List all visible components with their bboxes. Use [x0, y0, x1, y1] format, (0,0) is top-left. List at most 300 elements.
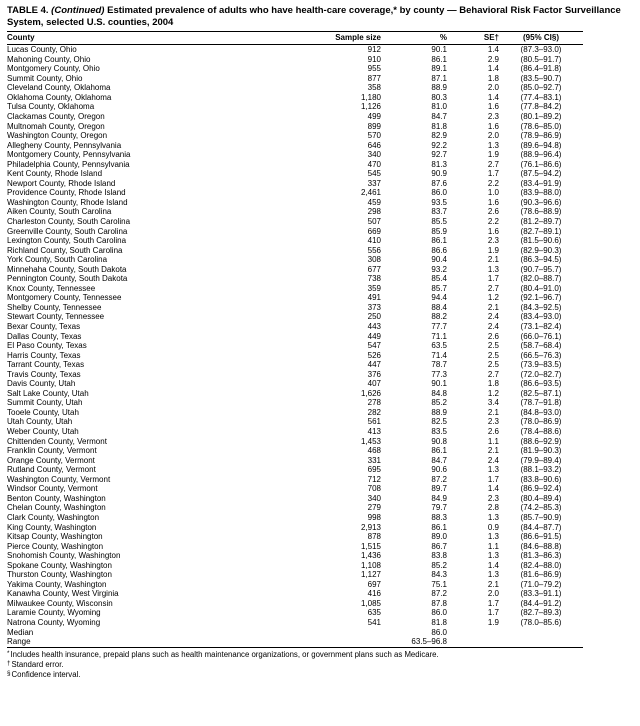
county-cell: Montgomery County, Pennsylvania: [7, 150, 131, 160]
se-cell: 1.2: [487, 388, 499, 398]
percent-cell: 94.4: [431, 293, 447, 303]
ci-cell: (83.4–91.9): [520, 178, 562, 188]
county-cell: Milwaukee County, Wisconsin: [7, 598, 113, 608]
se-cell: 1.3: [487, 570, 499, 580]
ci-cell: [499, 637, 583, 647]
sample-size-cell: 878: [367, 532, 381, 542]
county-cell: Dallas County, Texas: [7, 331, 82, 341]
footnote-marker: †: [7, 659, 11, 667]
percent-cell: 86.7: [431, 541, 447, 551]
prevalence-table: [7, 31, 583, 647]
table-row: [7, 74, 583, 84]
table-row: [7, 628, 583, 638]
ci-cell: (82.4–88.0): [520, 560, 562, 570]
county-cell: Median: [7, 627, 34, 637]
percent-cell: 85.9: [431, 226, 447, 236]
table-row: [7, 637, 583, 647]
se-cell: 1.7: [487, 474, 499, 484]
percent-cell: 75.1: [431, 579, 447, 589]
table-row: [7, 227, 583, 237]
table-row: [7, 169, 583, 179]
se-cell: 2.4: [487, 312, 499, 322]
sample-size-cell: 359: [367, 283, 381, 293]
percent-cell: 86.0: [431, 608, 447, 618]
percent-cell: 63.5: [431, 341, 447, 351]
se-cell: 2.9: [487, 54, 499, 64]
county-cell: Weber County, Utah: [7, 427, 79, 437]
percent-cell: 88.4: [431, 302, 447, 312]
percent-cell: 63.5–96.8: [411, 637, 447, 647]
sample-size-cell: 1,108: [360, 560, 381, 570]
sample-size-cell: 669: [367, 226, 381, 236]
ci-cell: (92.1–96.7): [520, 293, 562, 303]
percent-cell: 90.6: [431, 465, 447, 475]
sample-size-cell: 635: [367, 608, 381, 618]
se-cell: 1.6: [487, 197, 499, 207]
se-cell: 1.2: [487, 293, 499, 303]
ci-cell: (78.0–86.9): [520, 417, 562, 427]
se-cell: 2.3: [487, 236, 499, 246]
table-row: [7, 570, 583, 580]
sample-size-cell: 308: [367, 255, 381, 265]
se-cell: 2.6: [487, 427, 499, 437]
county-cell: Oklahoma County, Oklahoma: [7, 92, 112, 102]
table-row: [7, 398, 583, 408]
se-cell: 2.1: [487, 255, 499, 265]
table-row: [7, 255, 583, 265]
se-cell: 2.1: [487, 579, 499, 589]
se-cell: 2.1: [487, 407, 499, 417]
ci-cell: (84.8–93.0): [520, 407, 562, 417]
se-cell: 2.3: [487, 493, 499, 503]
sample-size-cell: [319, 628, 381, 638]
column-header: SE†: [447, 32, 499, 45]
percent-cell: 90.8: [431, 436, 447, 446]
table-row: [7, 207, 583, 217]
percent-cell: 86.6: [431, 245, 447, 255]
county-cell: Franklin County, Vermont: [7, 446, 97, 456]
county-cell: Shelby County, Tennessee: [7, 302, 102, 312]
percent-cell: 87.6: [431, 178, 447, 188]
ci-cell: (86.4–91.8): [520, 64, 562, 74]
sample-size-cell: 459: [367, 197, 381, 207]
table-number: TABLE 4.: [7, 5, 49, 16]
sample-size-cell: 470: [367, 159, 381, 169]
ci-cell: (77.8–84.2): [520, 102, 562, 112]
county-cell: Washington County, Rhode Island: [7, 197, 128, 207]
ci-cell: (87.5–94.2): [520, 169, 562, 179]
ci-cell: (81.3–86.3): [520, 551, 562, 561]
table-row: [7, 427, 583, 437]
table-body: [7, 45, 583, 647]
percent-cell: 88.9: [431, 83, 447, 93]
ci-cell: (77.4–83.1): [520, 92, 562, 102]
ci-cell: (78.9–86.9): [520, 131, 562, 141]
se-cell: 1.3: [487, 465, 499, 475]
ci-cell: (83.4–93.0): [520, 312, 562, 322]
county-cell: Range: [7, 637, 31, 647]
table-row: [7, 188, 583, 198]
sample-size-cell: 1,126: [360, 102, 381, 112]
county-cell: Philadelphia County, Pennsylvania: [7, 159, 130, 169]
sample-size-cell: 910: [367, 54, 381, 64]
percent-cell: 89.0: [431, 532, 447, 542]
sample-size-cell: 561: [367, 417, 381, 427]
header-row: [7, 32, 583, 45]
table-row: [7, 179, 583, 189]
sample-size-cell: 1,436: [360, 551, 381, 561]
se-cell: 1.3: [487, 532, 499, 542]
table-row: [7, 64, 583, 74]
se-cell: 2.3: [487, 111, 499, 121]
se-cell: 1.8: [487, 73, 499, 83]
table-row: [7, 389, 583, 399]
county-cell: Thurston County, Washington: [7, 570, 112, 580]
ci-cell: (85.0–92.7): [520, 83, 562, 93]
percent-cell: 85.4: [431, 274, 447, 284]
percent-cell: 81.0: [431, 102, 447, 112]
se-cell: 2.0: [487, 83, 499, 93]
table-row: [7, 112, 583, 122]
table-row: [7, 284, 583, 294]
county-cell: Davis County, Utah: [7, 379, 76, 389]
table-row: [7, 484, 583, 494]
percent-cell: 86.1: [431, 54, 447, 64]
table-row: [7, 408, 583, 418]
se-cell: 2.7: [487, 159, 499, 169]
percent-cell: 84.7: [431, 111, 447, 121]
percent-cell: 81.8: [431, 121, 447, 131]
percent-cell: 88.3: [431, 512, 447, 522]
se-cell: 2.6: [487, 207, 499, 217]
county-cell: Richland County, South Carolina: [7, 245, 123, 255]
se-cell: 2.2: [487, 178, 499, 188]
percent-cell: 82.5: [431, 417, 447, 427]
table-row: [7, 303, 583, 313]
county-cell: Benton County, Washington: [7, 493, 106, 503]
table-row: [7, 379, 583, 389]
percent-cell: 79.7: [431, 503, 447, 513]
county-cell: Stewart County, Tennessee: [7, 312, 105, 322]
footnote: *Includes health insurance, prepaid plans such as health maintenance organizations, or government plans such as Medicare.: [7, 649, 439, 659]
se-cell: [447, 637, 499, 647]
percent-cell: 85.2: [431, 560, 447, 570]
se-cell: 2.3: [487, 417, 499, 427]
sample-size-cell: 298: [367, 207, 381, 217]
percent-cell: 93.2: [431, 264, 447, 274]
table-row: [7, 475, 583, 485]
percent-cell: 85.5: [431, 217, 447, 226]
percent-cell: 86.0: [431, 188, 447, 198]
county-cell: Pierce County, Washington: [7, 541, 104, 551]
table-continued-label: (Continued): [51, 5, 105, 16]
county-cell: Bexar County, Texas: [7, 322, 81, 332]
percent-cell: 90.1: [431, 45, 447, 55]
percent-cell: 86.1: [431, 236, 447, 246]
county-cell: Kent County, Rhode Island: [7, 169, 103, 179]
sample-size-cell: 410: [367, 236, 381, 246]
sample-size-cell: 697: [367, 579, 381, 589]
county-cell: Salt Lake County, Utah: [7, 388, 89, 398]
sample-size-cell: 1,626: [360, 388, 381, 398]
county-cell: Pennington County, South Dakota: [7, 274, 128, 284]
table-row: [7, 83, 583, 93]
county-cell: Minnehaha County, South Dakota: [7, 264, 127, 274]
percent-cell: 89.7: [431, 484, 447, 494]
percent-cell: 87.8: [431, 598, 447, 608]
table-row: [7, 503, 583, 513]
percent-cell: 88.9: [431, 407, 447, 417]
se-cell: 2.2: [487, 217, 499, 226]
ci-cell: (78.7–91.8): [520, 398, 562, 408]
se-cell: 1.6: [487, 102, 499, 112]
ci-cell: (78.4–88.6): [520, 427, 562, 437]
sample-size-cell: 2,913: [360, 522, 381, 532]
percent-cell: 87.1: [431, 73, 447, 83]
ci-cell: (90.7–95.7): [520, 264, 562, 274]
se-cell: 1.4: [487, 64, 499, 74]
ci-cell: (73.1–82.4): [520, 322, 562, 332]
county-cell: Kitsap County, Washington: [7, 532, 103, 542]
county-cell: Mahoning County, Ohio: [7, 54, 91, 64]
county-cell: Clackamas County, Oregon: [7, 111, 105, 121]
sample-size-cell: 955: [367, 64, 381, 74]
county-cell: Washington County, Vermont: [7, 474, 111, 484]
table-row: [7, 370, 583, 380]
sample-size-cell: 373: [367, 302, 381, 312]
table-row: [7, 589, 583, 599]
percent-cell: 84.8: [431, 388, 447, 398]
se-cell: 2.4: [487, 322, 499, 332]
sample-size-cell: 376: [367, 369, 381, 379]
percent-cell: 83.7: [431, 207, 447, 217]
se-cell: 1.6: [487, 121, 499, 131]
percent-cell: 88.2: [431, 312, 447, 322]
sample-size-cell: 468: [367, 446, 381, 456]
percent-cell: 92.2: [431, 140, 447, 150]
percent-cell: 83.5: [431, 427, 447, 437]
sample-size-cell: 331: [367, 455, 381, 465]
table-row: [7, 265, 583, 275]
county-cell: Chittenden County, Vermont: [7, 436, 107, 446]
se-cell: 1.4: [487, 560, 499, 570]
sample-size-cell: 1,180: [360, 92, 381, 102]
percent-cell: 85.7: [431, 283, 447, 293]
percent-cell: 86.0: [431, 627, 447, 637]
table-row: [7, 312, 583, 322]
table-row: [7, 580, 583, 590]
table-row: [7, 494, 583, 504]
sample-size-cell: 998: [367, 512, 381, 522]
percent-cell: 77.7: [431, 322, 447, 332]
se-cell: [447, 628, 499, 638]
sample-size-cell: 278: [367, 398, 381, 408]
sample-size-cell: 556: [367, 245, 381, 255]
county-cell: El Paso County, Texas: [7, 341, 87, 351]
se-cell: 1.3: [487, 264, 499, 274]
sample-size-cell: 1,085: [360, 598, 381, 608]
ci-cell: (86.6–91.5): [520, 532, 562, 542]
ci-cell: (83.9–88.0): [520, 188, 562, 198]
county-cell: Spokane County, Washington: [7, 560, 112, 570]
percent-cell: 84.7: [431, 455, 447, 465]
column-header: Sample size: [319, 32, 381, 45]
percent-cell: 92.7: [431, 150, 447, 160]
county-cell: Utah County, Utah: [7, 417, 73, 427]
percent-cell: 80.3: [431, 92, 447, 102]
sample-size-cell: 340: [367, 493, 381, 503]
footnotes: [7, 650, 633, 680]
ci-cell: (88.1–93.2): [520, 465, 562, 475]
table-title: [7, 5, 633, 28]
percent-cell: 71.4: [431, 350, 447, 360]
table-row: [7, 93, 583, 103]
table-row: [7, 160, 583, 170]
ci-cell: (85.7–90.9): [520, 512, 562, 522]
county-cell: Travis County, Texas: [7, 369, 81, 379]
percent-cell: 83.8: [431, 551, 447, 561]
sample-size-cell: 2,461: [360, 188, 381, 198]
se-cell: 0.9: [487, 522, 499, 532]
sample-size-cell: 447: [367, 360, 381, 370]
county-cell: Chelan County, Washington: [7, 503, 106, 513]
sample-size-cell: 545: [367, 169, 381, 179]
sample-size-cell: 407: [367, 379, 381, 389]
table-row: [7, 513, 583, 523]
ci-cell: (81.6–86.9): [520, 570, 562, 580]
sample-size-cell: 416: [367, 589, 381, 599]
sample-size-cell: 250: [367, 312, 381, 322]
ci-cell: (78.6–88.9): [520, 207, 562, 217]
county-cell: Montgomery County, Ohio: [7, 64, 100, 74]
sample-size-cell: 899: [367, 121, 381, 131]
county-cell: Rutland County, Vermont: [7, 465, 96, 475]
county-cell: Harris County, Texas: [7, 350, 81, 360]
se-cell: 1.3: [487, 551, 499, 561]
table-row: [7, 618, 583, 628]
se-cell: 2.5: [487, 360, 499, 370]
table-row: [7, 198, 583, 208]
se-cell: 1.3: [487, 512, 499, 522]
ci-cell: (74.2–85.3): [520, 503, 562, 513]
percent-cell: 84.9: [431, 493, 447, 503]
county-cell: Aiken County, South Carolina: [7, 207, 112, 217]
county-cell: Laramie County, Wyoming: [7, 608, 101, 618]
table-row: [7, 523, 583, 533]
se-cell: 1.0: [487, 188, 499, 198]
percent-cell: 87.2: [431, 474, 447, 484]
sample-size-cell: 279: [367, 503, 381, 513]
ci-cell: (80.4–89.4): [520, 493, 562, 503]
percent-cell: 93.5: [431, 197, 447, 207]
percent-cell: 78.7: [431, 360, 447, 370]
sample-size-cell: 358: [367, 83, 381, 93]
ci-cell: (82.5–87.1): [520, 388, 562, 398]
sample-size-cell: 413: [367, 427, 381, 437]
county-cell: Snohomish County, Washington: [7, 551, 121, 561]
percent-cell: 87.2: [431, 589, 447, 599]
se-cell: 1.4: [487, 45, 499, 55]
se-cell: 2.4: [487, 455, 499, 465]
county-cell: Natrona County, Wyoming: [7, 617, 101, 627]
county-cell: Summit County, Ohio: [7, 73, 83, 83]
table-row: [7, 217, 583, 227]
sample-size-cell: 491: [367, 293, 381, 303]
sample-size-cell: 443: [367, 322, 381, 332]
county-cell: Lexington County, South Carolina: [7, 236, 127, 246]
column-header: (95% CI§): [499, 32, 583, 45]
se-cell: 2.8: [487, 503, 499, 513]
ci-cell: (80.1–89.2): [520, 111, 562, 121]
county-cell: Washington County, Oregon: [7, 131, 108, 141]
percent-cell: 89.1: [431, 64, 447, 74]
sample-size-cell: 526: [367, 350, 381, 360]
county-cell: Cleveland County, Oklahoma: [7, 83, 111, 93]
ci-cell: (87.3–93.0): [520, 45, 562, 55]
ci-cell: (84.4–91.2): [520, 598, 562, 608]
table-row: [7, 246, 583, 256]
se-cell: 1.7: [487, 169, 499, 179]
county-cell: Summit County, Utah: [7, 398, 83, 408]
sample-size-cell: 712: [367, 474, 381, 484]
se-cell: 2.6: [487, 331, 499, 341]
county-cell: Newport County, Rhode Island: [7, 178, 116, 188]
table-row: [7, 131, 583, 141]
se-cell: 1.9: [487, 617, 499, 627]
ci-cell: (79.9–89.4): [520, 455, 562, 465]
se-cell: 1.9: [487, 245, 499, 255]
county-cell: York County, South Carolina: [7, 255, 108, 265]
table-row: [7, 150, 583, 160]
se-cell: 2.5: [487, 341, 499, 351]
county-cell: Yakima County, Washington: [7, 579, 107, 589]
table-row: [7, 561, 583, 571]
county-cell: Tarrant County, Texas: [7, 360, 85, 370]
table-row: [7, 341, 583, 351]
ci-cell: (88.9–96.4): [520, 150, 562, 160]
table-row: [7, 274, 583, 284]
se-cell: 1.3: [487, 140, 499, 150]
county-cell: Tooele County, Utah: [7, 407, 79, 417]
county-cell: Kanawha County, West Virginia: [7, 589, 119, 599]
table-row: [7, 45, 583, 55]
ci-cell: (84.4–87.7): [520, 522, 562, 532]
sample-size-cell: 449: [367, 331, 381, 341]
footnote: §Confidence interval.: [7, 669, 81, 679]
table-row: [7, 551, 583, 561]
ci-cell: (81.5–90.6): [520, 236, 562, 246]
ci-cell: (84.3–92.5): [520, 302, 562, 312]
se-cell: 2.0: [487, 131, 499, 141]
se-cell: 2.5: [487, 350, 499, 360]
sample-size-cell: 1,515: [360, 541, 381, 551]
ci-cell: (80.5–91.7): [520, 54, 562, 64]
sample-size-cell: 877: [367, 73, 381, 83]
column-header: County: [7, 32, 319, 45]
county-cell: Allegheny County, Pennsylvania: [7, 140, 122, 150]
table-header: [7, 32, 583, 45]
table-row: [7, 465, 583, 475]
county-cell: Montgomery County, Tennessee: [7, 293, 122, 303]
ci-cell: (86.3–94.5): [520, 255, 562, 265]
se-cell: 2.7: [487, 369, 499, 379]
footnote: †Standard error.: [7, 659, 64, 669]
table-row: [7, 456, 583, 466]
footnote-marker: *: [7, 649, 10, 657]
ci-cell: (76.1–86.6): [520, 159, 562, 169]
sample-size-cell: 677: [367, 264, 381, 274]
se-cell: 2.0: [487, 589, 499, 599]
